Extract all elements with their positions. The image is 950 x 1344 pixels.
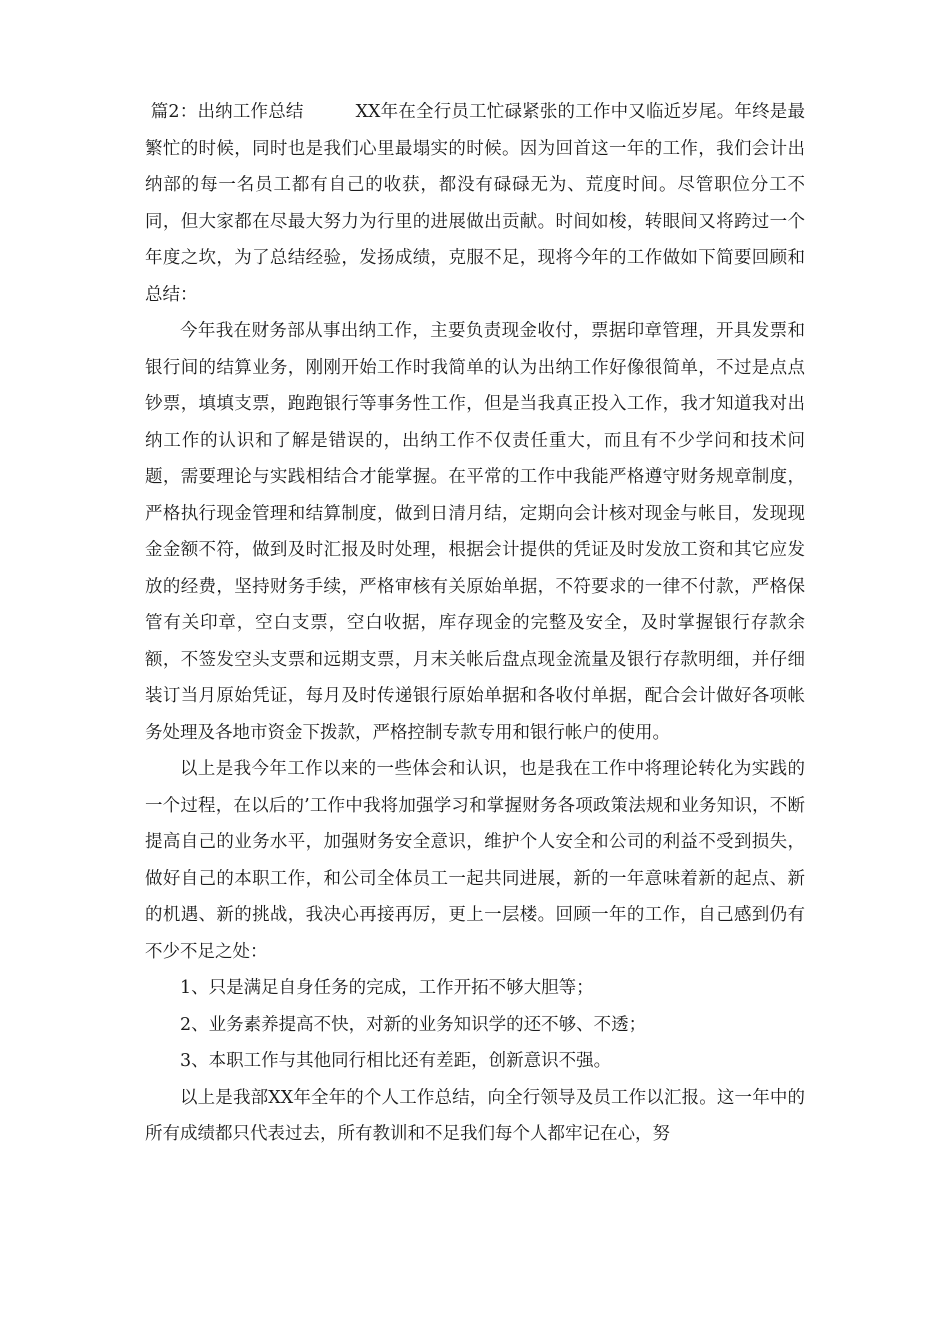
shortcoming-item-3: 3、本职工作与其他同行相比还有差距，创新意识不强。: [180, 1051, 612, 1071]
body-paragraph-reflection: 以上是我今年工作以来的一些体会和认识，也是我在工作中将理论转化为实践的一个过程，在以后的’工作中我将加强学习和掌握财务各项政策法规和业务知识，不断提高自己的业务水平，加强财务安全意识，维护个人安全和公司的利益不受到损失，做好自己的本职工作，和公司全体员工一起共同进展，新的一年意味着新的起点、新的机遇、新的挑战，我决心再接再厉，更上一层楼。回顾一年的工作，自己感到仍有不少不足之处：: [145, 759, 805, 962]
closing-paragraph: 以上是我部XX年全年的个人工作总结，向全行领导及员工作以汇报。这一年中的所有成绩都只代表过去，所有教训和不足我们每个人都牢记在心，努: [145, 1087, 805, 1144]
body-paragraph-work: 今年我在财务部从事出纳工作，主要负责现金收付，票据印章管理，开具发票和银行间的结算业务，刚刚开始工作时我简单的认为出纳工作好像很简单，不过是点点钞票，填填支票，跑跑银行等事务性工作，但是当我真正投入工作，我才知道我对出纳工作的认识和了解是错误的，出纳工作不仅责任重大，而且有不少学问和技术问题，需要理论与实践相结合才能掌握。在平常的工作中我能严格遵守财务规章制度，严格执行现金管理和结算制度，做到日清月结，定期向会计核对现金与帐目，发现现金金额不符，做到及时汇报及时处理，根据会计提供的凭证及时发放工资和其它应发放的经费，坚持财务手续，严格审核有关原始单据，不符要求的一律不付款，严格保管有关印章，空白支票，空白收据，库存现金的完整及安全，及时掌握银行存款余额，不签发空头支票和远期支票，月末关帐后盘点现金流量及银行存款明细，并仔细装订当月原始凭证，每月及时传递银行原始单据和各收付单据，配合会计做好各项帐务处理及各地市资金下拨款，严格控制专款专用和银行帐户的使用。: [145, 321, 805, 743]
section-heading: 篇2：出纳工作总结: [150, 102, 304, 122]
intro-text: XX年在全行员工忙碌紧张的工作中又临近岁尾。年终是最繁忙的时候，同时也是我们心里最塌实的时候。因为回首这一年的工作，我们会计出纳部的每一名员工都有自己的收获，都没有碌碌无为、荒度时间。尽管职位分工不同，但大家都在尽最大努力为行里的进展做出贡献。时间如梭，转眼间又将跨过一个年度之坎，为了总结经验，发扬成绩，克服不足，现将今年的工作做如下简要回顾和总结：: [145, 102, 805, 305]
document-page: [145, 94, 805, 1153]
shortcoming-item-1: 1、只是满足自身任务的完成，工作开拓不够大胆等；: [180, 978, 594, 998]
shortcoming-item-2: 2、业务素养提高不快，对新的业务知识学的还不够、不透；: [180, 1014, 647, 1035]
intro-paragraph: [145, 94, 805, 313]
